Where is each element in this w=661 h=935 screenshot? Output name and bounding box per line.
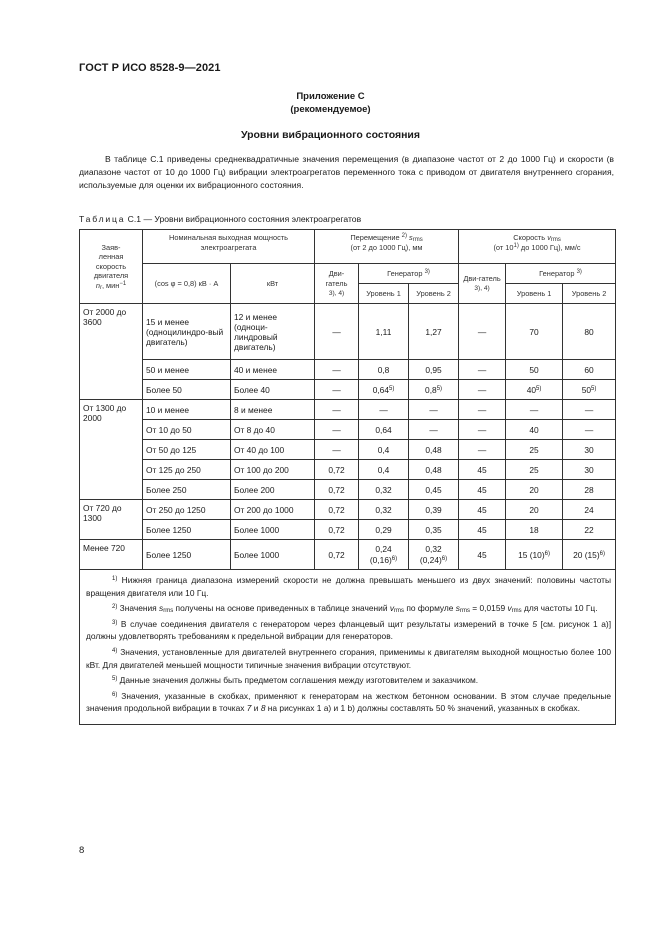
header-speed: Заяв- ленная скорость двигателя $n_r$, мин$^{-1}$ <box>80 230 143 304</box>
disp-l2-cell: 0,48 <box>409 460 459 480</box>
vel-l1-cell: 40 <box>506 420 563 440</box>
kw-cell: 12 и менее (одноци-линдровый двигатель) <box>231 304 315 360</box>
disp-l1-cell: 0,8 <box>359 360 409 380</box>
speed-cell: Менее 720 <box>80 540 143 570</box>
header-disp-level2: Уровень 2 <box>409 284 459 304</box>
vel-l1-cell: 40$^{5)}$ <box>506 380 563 400</box>
vel-l2-cell: 22 <box>563 520 616 540</box>
disp-engine-cell: 0,72 <box>315 540 359 570</box>
note-6: $^{6)}$ Значения, указанные в скобках, применяют к генераторам на жестком бетонном основании. В этом случае предельные значения продольной вибрации в точках 7 и 8 на рисунках 1 а) и 1 b) должны составлять 50 % значений, указанных в скобках. <box>86 690 612 714</box>
disp-l2-cell: 1,27 <box>409 304 459 360</box>
header-power: Номинальная выходная мощность электроагрегата <box>143 230 315 264</box>
table-row <box>80 540 616 570</box>
document-code: ГОСТ Р ИСО 8528-9—2021 <box>79 62 221 74</box>
kva-cell: Более 50 <box>143 380 231 400</box>
table-row <box>80 460 616 480</box>
kw-cell: Более 1000 <box>231 540 315 570</box>
table-caption <box>79 214 361 224</box>
table-caption-text: С.1 — Уровни вибрационного состояния электроагрегатов <box>125 214 362 224</box>
kva-cell: Более 1250 <box>143 540 231 570</box>
vel-engine-cell: — <box>459 440 506 460</box>
vel-l2-cell: — <box>563 400 616 420</box>
disp-l1-cell: 0,29 <box>359 520 409 540</box>
kw-cell: От 200 до 1000 <box>231 500 315 520</box>
disp-l2-cell: 0,8$^{5)}$ <box>409 380 459 400</box>
disp-engine-cell: 0,72 <box>315 500 359 520</box>
kva-cell: От 50 до 125 <box>143 440 231 460</box>
vel-engine-cell: 45 <box>459 520 506 540</box>
speed-cell: От 2000 до 3600 <box>80 304 143 400</box>
vel-engine-cell: — <box>459 360 506 380</box>
disp-l2-cell: 0,48 <box>409 440 459 460</box>
kw-cell: 8 и менее <box>231 400 315 420</box>
vibration-table <box>79 229 616 725</box>
header-disp-engine: Дви-гатель 3), 4) <box>315 264 359 304</box>
vel-l1-cell: — <box>506 400 563 420</box>
vel-l1-cell: 20 <box>506 480 563 500</box>
kw-cell: От 40 до 100 <box>231 440 315 460</box>
disp-l1-cell: 0,64 <box>359 420 409 440</box>
kw-cell: Более 200 <box>231 480 315 500</box>
vel-l2-cell: 30 <box>563 440 616 460</box>
kw-cell: От 8 до 40 <box>231 420 315 440</box>
header-power-kva: (cos φ = 0,8) кВ · А <box>143 264 231 304</box>
kva-cell: 50 и менее <box>143 360 231 380</box>
vel-l1-cell: 25 <box>506 440 563 460</box>
vel-engine-cell: — <box>459 304 506 360</box>
note-1: $^{1)}$ Нижняя граница диапазона измерений скорости не должна превышать меньшего из двух значений: половины частоты вращения двигателя или 10 Гц. <box>86 575 612 598</box>
kva-cell: От 250 до 1250 <box>143 500 231 520</box>
table-notes-row <box>80 570 616 725</box>
vel-engine-cell: — <box>459 400 506 420</box>
kw-cell: Более 40 <box>231 380 315 400</box>
disp-engine-cell: — <box>315 420 359 440</box>
disp-engine-cell: — <box>315 440 359 460</box>
header-vel-engine: Дви-гатель 3), 4) <box>459 264 506 304</box>
disp-l1-cell: 1,11 <box>359 304 409 360</box>
note-3: $^{3)}$ В случае соединения двигателя с генератором через фланцевый щит результаты измерений в точке 5 [см. рисунок 1 а)] должны удовлетворять требованиям к предельной вибрации для генераторов. <box>86 618 612 642</box>
table-row <box>80 360 616 380</box>
header-power-kw: кВт <box>231 264 315 304</box>
disp-l1-cell: — <box>359 400 409 420</box>
intro-paragraph: В таблице С.1 приведены среднеквадратичные значения перемещения (в диапазоне частот от 2 до 1000 Гц) и скорости (в диапазоне частот от 10 до 1000 Гц) вибрации электроагрегатов переменного тока с приводом от двигателя внутреннего сгорания, используемые для оценки их вибрационного состояния. <box>79 154 614 190</box>
disp-l1-cell: 0,32 <box>359 480 409 500</box>
vel-l2-cell: 30 <box>563 460 616 480</box>
header-disp-generator: Генератор $^{3)}$ <box>359 264 459 284</box>
vel-l1-cell: 70 <box>506 304 563 360</box>
note-5: $^{5)}$ Данные значения должны быть предметом соглашения между изготовителем и заказчиком. <box>112 675 479 686</box>
vel-engine-cell: 45 <box>459 460 506 480</box>
kva-cell: От 125 до 250 <box>143 460 231 480</box>
vel-engine-cell: 45 <box>459 540 506 570</box>
vel-engine-cell: — <box>459 380 506 400</box>
note-4: $^{4)}$ Значения, установленные для двигателей внутреннего сгорания, применимы к двигателям выходной мощностью более 100 кВт. Для двигателей меньшей мощности типичные значения вибрации отсутствуют. <box>86 646 612 670</box>
kva-cell: Более 1250 <box>143 520 231 540</box>
vel-l2-cell: 20 $(15)^{6)}$ <box>563 540 616 570</box>
vel-l2-cell: 24 <box>563 500 616 520</box>
disp-engine-cell: — <box>315 360 359 380</box>
vel-l2-cell: 28 <box>563 480 616 500</box>
disp-engine-cell: — <box>315 400 359 420</box>
vel-l1-cell: 15 $(10)^{6)}$ <box>506 540 563 570</box>
table-row <box>80 480 616 500</box>
kw-cell: От 100 до 200 <box>231 460 315 480</box>
disp-engine-cell: 0,72 <box>315 520 359 540</box>
kva-cell: 10 и менее <box>143 400 231 420</box>
header-vel-level1: Уровень 1 <box>506 284 563 304</box>
kva-cell: Более 250 <box>143 480 231 500</box>
header-disp-level1: Уровень 1 <box>359 284 409 304</box>
table-row <box>80 520 616 540</box>
vel-l1-cell: 20 <box>506 500 563 520</box>
vel-l2-cell: 50$^{5)}$ <box>563 380 616 400</box>
table-row <box>80 400 616 420</box>
disp-l2-cell: 0,32 $(0,24)^{6)}$ <box>409 540 459 570</box>
page-number: 8 <box>79 845 85 856</box>
disp-l1-cell: 0,32 <box>359 500 409 520</box>
vel-engine-cell: 45 <box>459 480 506 500</box>
disp-engine-cell: 0,72 <box>315 460 359 480</box>
vel-engine-cell: 45 <box>459 500 506 520</box>
table-caption-label: Таблица <box>79 214 126 224</box>
table-row <box>80 420 616 440</box>
disp-l2-cell: 0,45 <box>409 480 459 500</box>
section-title: Уровни вибрационного состояния <box>240 129 421 141</box>
disp-engine-cell: 0,72 <box>315 480 359 500</box>
disp-l2-cell: — <box>409 420 459 440</box>
table-row <box>80 440 616 460</box>
disp-l2-cell: 0,35 <box>409 520 459 540</box>
table-notes <box>80 570 616 725</box>
disp-l2-cell: — <box>409 400 459 420</box>
vel-l2-cell: — <box>563 420 616 440</box>
disp-l2-cell: 0,39 <box>409 500 459 520</box>
annex-subtitle: (рекомендуемое) <box>290 104 371 115</box>
note-2: $^{2)}$ Значения $s_{rms}$ получены на основе приведенных в таблице значений $v_{rms}$ по формуле $s_{rms} = 0,0159$ $v_{rms}$ для частоты 10 Гц. <box>112 603 598 615</box>
table-row <box>80 380 616 400</box>
vel-l1-cell: 50 <box>506 360 563 380</box>
header-displacement: Перемещение $^{2)}$ $s_{rms}$ (от 2 до 1000 Гц), мм <box>315 230 459 264</box>
disp-l1-cell: 0,4 <box>359 460 409 480</box>
kw-cell: 40 и менее <box>231 360 315 380</box>
header-vel-level2: Уровень 2 <box>563 284 616 304</box>
header-vel-generator: Генератор $^{3)}$ <box>506 264 616 284</box>
speed-cell: От 1300 до 2000 <box>80 400 143 500</box>
kva-cell: От 10 до 50 <box>143 420 231 440</box>
vel-engine-cell: — <box>459 420 506 440</box>
table-row <box>80 500 616 520</box>
header-velocity: Скорость $v_{rms}$ (от 10$^{1)}$ до 1000 Гц), мм/с <box>459 230 616 264</box>
vel-l1-cell: 25 <box>506 460 563 480</box>
vel-l2-cell: 60 <box>563 360 616 380</box>
disp-engine-cell: — <box>315 304 359 360</box>
kw-cell: Более 1000 <box>231 520 315 540</box>
disp-l1-cell: 0,24 $(0,16)^{6)}$ <box>359 540 409 570</box>
vel-l1-cell: 18 <box>506 520 563 540</box>
disp-l1-cell: 0,4 <box>359 440 409 460</box>
disp-l1-cell: 0,64$^{5)}$ <box>359 380 409 400</box>
kva-cell: 15 и менее (одноцилиндро-вый двигатель) <box>143 304 231 360</box>
disp-l2-cell: 0,95 <box>409 360 459 380</box>
annex-title: Приложение С <box>296 91 365 102</box>
disp-engine-cell: — <box>315 380 359 400</box>
vel-l2-cell: 80 <box>563 304 616 360</box>
speed-cell: От 720 до 1300 <box>80 500 143 540</box>
table-row <box>80 304 616 360</box>
